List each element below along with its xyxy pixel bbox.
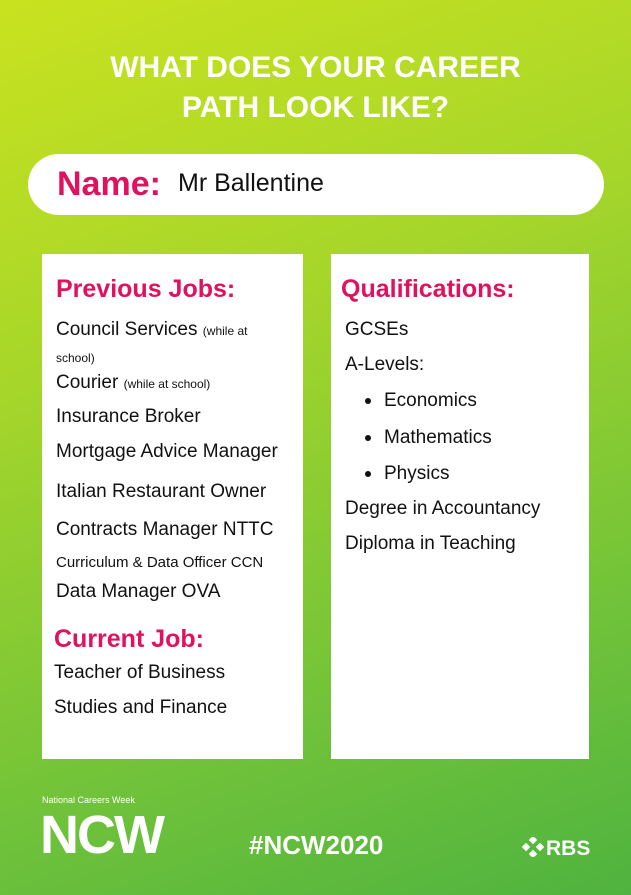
- previous-jobs-panel: [42, 254, 303, 759]
- name-bar: [28, 154, 604, 215]
- poster-title: [0, 48, 631, 128]
- job-item-continued: school): [56, 351, 95, 365]
- job-item: Italian Restaurant Owner: [56, 481, 267, 502]
- qualification-item: Diploma in Teaching: [345, 533, 516, 554]
- qualification-item: Degree in Accountancy: [345, 498, 541, 519]
- job-item: Data Manager OVA: [56, 581, 221, 602]
- job-item: Courier (while at school): [56, 372, 211, 393]
- rbs-text: RBS: [546, 837, 591, 860]
- rbs-logo: [522, 836, 590, 862]
- current-job-line: Studies and Finance: [54, 697, 228, 718]
- hashtag: #NCW2020: [249, 830, 384, 860]
- current-job-line: Teacher of Business: [54, 662, 226, 683]
- a-level-item: Economics: [384, 390, 477, 411]
- bullet-icon: [365, 398, 371, 404]
- title-line-1: WHAT DOES YOUR CAREER: [110, 51, 521, 84]
- qualifications-panel: [331, 254, 589, 759]
- qualification-item: A-Levels:: [345, 354, 425, 375]
- title-line-2: PATH LOOK LIKE?: [181, 91, 450, 124]
- qualifications-heading: Qualifications:: [341, 275, 515, 303]
- name-label: Name:: [57, 165, 161, 203]
- current-job-heading: Current Job:: [54, 625, 204, 653]
- ncw-subtitle: National Careers Week: [42, 795, 135, 805]
- ncw-logo: NCW: [40, 805, 163, 865]
- bullet-icon: [365, 435, 371, 441]
- qualification-item: GCSEs: [345, 319, 409, 340]
- previous-jobs-heading: Previous Jobs:: [56, 275, 236, 303]
- bullet-icon: [365, 471, 371, 477]
- job-item: Curriculum & Data Officer CCN: [56, 554, 264, 571]
- job-item: Insurance Broker: [56, 406, 201, 427]
- job-item: Contracts Manager NTTC: [56, 519, 274, 540]
- name-value: Mr Ballentine: [178, 169, 324, 197]
- rbs-daisy-icon: [522, 837, 544, 857]
- a-level-item: Physics: [384, 463, 450, 484]
- job-item: Mortgage Advice Manager: [56, 441, 278, 462]
- a-level-item: Mathematics: [384, 427, 492, 448]
- job-item: Council Services (while at: [56, 319, 248, 340]
